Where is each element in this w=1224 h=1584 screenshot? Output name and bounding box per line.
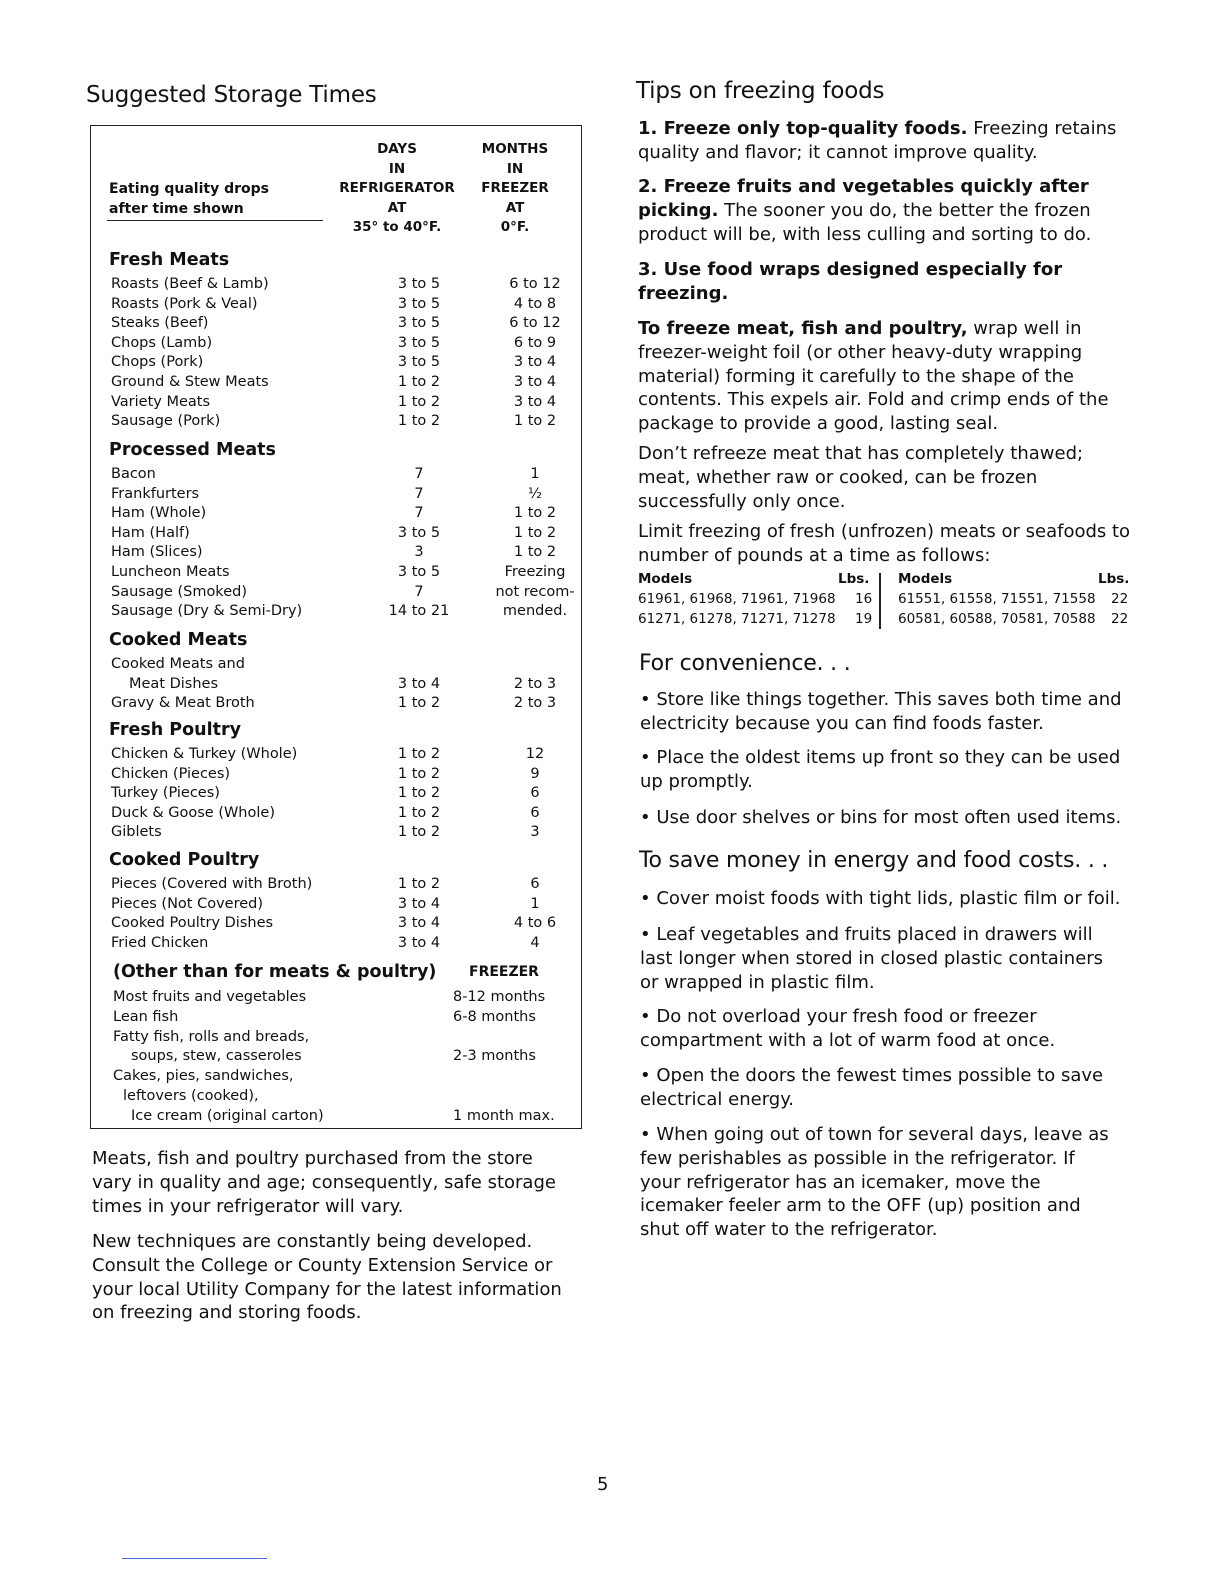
row-label: Gravy & Meat Broth [111, 695, 255, 712]
refrigerator-days: 3 to 5 [397, 334, 441, 351]
table-row [111, 354, 557, 374]
row-label: Roasts (Beef & Lamb) [111, 276, 269, 292]
freezer-months: 4 to 8 [513, 295, 557, 312]
section-title: Cooked Meats [109, 630, 248, 650]
table-row [111, 766, 551, 786]
row-label: Giblets [111, 824, 162, 841]
table-row [111, 564, 566, 584]
other-row-value: 6-8 months [453, 1008, 536, 1025]
convenience-title: For convenience. . . [639, 651, 851, 676]
lbs-header-right: Lbs. [1098, 571, 1130, 587]
refrigerator-days: 3 to 4 [397, 675, 441, 692]
table-row [111, 334, 557, 355]
save-item: • Cover moist foods with tight lids, plastic film or foil. [640, 888, 1121, 909]
table-row [111, 393, 557, 414]
table-row [111, 876, 551, 896]
tip-1: 1. Freeze only top-quality foods. Freezing retains quality and flavor; it cannot improve quality. [638, 118, 1117, 163]
row-label: Sausage (Pork) [111, 413, 221, 430]
models-header-right: Models [898, 571, 953, 587]
refrigerator-days: 1 to 2 [397, 824, 441, 841]
row-label: Pieces (Covered with Broth) [111, 876, 313, 892]
eating-quality-label: Eating quality drops [109, 181, 269, 197]
freezer-months: 3 to 4 [513, 374, 557, 390]
freezer-months: 6 [530, 804, 540, 821]
other-freezer-header: FREEZER [469, 964, 539, 980]
save-money-title: To save money in energy and food costs. . . [639, 848, 1109, 873]
row-label: Ground & Stew Meats [111, 374, 269, 390]
save-item: • Open the doors the fewest times possible to save electrical energy. [640, 1065, 1104, 1110]
other-row-label: Most fruits and vegetables [113, 989, 307, 1005]
row-label: Turkey (Pieces) [111, 785, 220, 802]
save-item: • When going out of town for several days, leave as few perishables as possible in the refrigerator. If your refrigerator has an icemaker, move the icemaker feeler arm to the OFF (up) position and shut off water to the refrigerator. [640, 1124, 1109, 1241]
refrigerator-days: 3 to 5 [397, 524, 441, 541]
refrigerator-days: 3 to 5 [397, 276, 441, 292]
table-row [111, 505, 557, 525]
row-label: Duck & Goose (Whole) [111, 804, 275, 821]
freezer-months: 1 to 2 [513, 544, 557, 561]
freezer-months: 3 to 4 [513, 393, 557, 410]
table-row [111, 695, 557, 715]
row-label: Chops (Pork) [111, 354, 204, 371]
other-row-label: Lean fish [113, 1008, 179, 1025]
convenience-item: • Use door shelves or bins for most often used items. [640, 807, 1122, 828]
row-label: Chicken & Turkey (Whole) [111, 746, 298, 762]
row-label: Pieces (Not Covered) [111, 895, 264, 912]
months-header: MONTHS IN FREEZER AT 0°F. [481, 141, 549, 236]
row-label: Chicken (Pieces) [111, 765, 231, 782]
refrigerator-days: 3 to 4 [397, 895, 441, 912]
section-title: Cooked Poultry [109, 850, 260, 870]
lbs-value: 22 [1111, 611, 1129, 627]
tip-4: To freeze meat, fish and poultry, wrap well in freezer-weight foil (or other heavy-duty wrapping material) forming it carefully to the shape of the contents. This expels air. Fold and crimp ends of the package to provide a good, lasting seal. [638, 318, 1109, 435]
refrigerator-days: 3 to 5 [397, 354, 441, 371]
other-row-value: 2-3 months [453, 1048, 536, 1065]
refrigerator-days: 7 [414, 505, 424, 522]
refrigerator-days: 1 to 2 [397, 374, 441, 390]
section-title: Fresh Meats [109, 250, 230, 270]
refrigerator-days: 1 to 2 [397, 393, 441, 410]
freezer-months: Freezing [504, 564, 566, 580]
row-label: Luncheon Meats [111, 564, 230, 580]
other-row-label: leftovers (cooked), [123, 1088, 259, 1104]
models-header-left: Models [638, 571, 693, 587]
row-label: Sausage (Smoked) [111, 583, 247, 600]
freezer-months: 6 to 12 [509, 276, 561, 292]
models-row: 61551, 61558, 71551, 71558 [898, 591, 1096, 607]
row-label: Ham (Half) [111, 524, 190, 541]
row-label: Meat Dishes [129, 675, 219, 692]
refrigerator-days: 3 to 5 [397, 315, 441, 332]
freezer-months: 9 [530, 765, 540, 782]
table-row [111, 824, 551, 844]
row-label: Sausage (Dry & Semi-Dry) [111, 603, 303, 620]
other-row-label: Ice cream (original carton) [131, 1107, 324, 1124]
freezer-months: 1 to 2 [513, 524, 557, 541]
lbs-header-left: Lbs. [838, 571, 870, 587]
table-row [111, 746, 551, 766]
table-row [111, 486, 551, 506]
table-row [111, 315, 561, 335]
row-label: Variety Meats [111, 393, 211, 410]
table-row [111, 785, 551, 805]
other-row-label: Fatty fish, rolls and breads, [113, 1028, 310, 1045]
row-label: Fried Chicken [111, 934, 209, 951]
freezer-months: 6 [530, 785, 540, 802]
row-label: Frankfurters [111, 485, 200, 502]
refrigerator-days: 1 to 2 [397, 804, 441, 821]
footer-rule [122, 1558, 267, 1559]
refrigerator-days: 1 to 2 [397, 746, 441, 762]
refrigerator-days: 1 to 2 [397, 876, 441, 892]
table-row [111, 466, 551, 486]
freezer-months: 1 to 2 [513, 413, 557, 430]
freezer-months: 12 [525, 746, 545, 762]
tip-5: Don’t refreeze meat that has completely thawed; meat, whether raw or cooked, can be frozen successfully only once. [638, 443, 1084, 512]
eating-quality-label-2: after time shown [109, 201, 244, 217]
table-row [111, 374, 557, 394]
header-underline [107, 220, 323, 221]
refrigerator-days: 3 [414, 544, 424, 561]
row-label: Steaks (Beef) [111, 315, 209, 332]
table-row [111, 524, 557, 545]
models-row: 60581, 60588, 70581, 70588 [898, 611, 1096, 627]
lbs-value: 19 [855, 611, 873, 627]
row-label: Cooked Poultry Dishes [111, 915, 274, 932]
convenience-item: • Place the oldest items up front so they can be used up promptly. [640, 747, 1121, 792]
refrigerator-days: 1 to 2 [397, 695, 441, 712]
other-row-label: Cakes, pies, sandwiches, [113, 1068, 294, 1085]
left-paragraph-1: Meats, fish and poultry purchased from the store vary in quality and age; consequently, safe storage times in your refrigerator will vary. [92, 1148, 556, 1217]
table-row [111, 544, 557, 564]
storage-times-title: Suggested Storage Times [86, 82, 377, 108]
freezer-months: 3 to 4 [513, 354, 557, 371]
freezer-months: 3 [530, 824, 540, 841]
left-paragraph-2: New techniques are constantly being developed. Consult the College or County Extension Service or your local Utility Company for the latest information on freezing and storing foods. [92, 1231, 562, 1324]
refrigerator-days: 3 to 4 [397, 915, 441, 932]
refrigerator-days: 1 to 2 [397, 765, 441, 782]
freezer-months: 4 [530, 934, 540, 951]
freezer-months: 2 to 3 [513, 695, 557, 712]
days-header: DAYS IN REFRIGERATOR AT 35° to 40°F. [339, 141, 455, 236]
row-label: Ham (Slices) [111, 544, 203, 561]
table-row [111, 656, 551, 676]
tip-3: 3. Use food wraps designed especially for freezing. [638, 259, 1063, 304]
table-row [111, 295, 557, 316]
table-row [111, 583, 575, 604]
row-label: Roasts (Pork & Veal) [111, 295, 258, 312]
section-title: Fresh Poultry [109, 720, 242, 740]
table-row [111, 675, 557, 696]
tip-2: 2. Freeze fruits and vegetables quickly after picking. The sooner you do, the better the frozen product will be, with less culling and sorting to do. [638, 176, 1092, 245]
freezer-months: mended. [502, 603, 568, 620]
freezer-months: 6 [530, 876, 540, 892]
row-label: Ham (Whole) [111, 505, 207, 522]
other-row-value: 1 month max. [453, 1107, 555, 1124]
refrigerator-days: 14 to 21 [388, 603, 450, 620]
row-label: Bacon [111, 466, 156, 482]
freezer-months: 6 to 12 [509, 315, 561, 332]
refrigerator-days: 1 to 2 [397, 785, 441, 802]
freezer-months: 1 to 2 [513, 505, 557, 522]
lbs-value: 22 [1111, 591, 1129, 607]
table-row [111, 413, 557, 433]
refrigerator-days: 3 to 4 [397, 934, 441, 951]
page-number: 5 [597, 1474, 609, 1495]
freezing-tips-title: Tips on freezing foods [636, 78, 885, 104]
save-item: • Leaf vegetables and fruits placed in drawers will last longer when stored in closed plastic containers or wrapped in plastic film. [640, 924, 1104, 993]
refrigerator-days: 7 [414, 466, 424, 482]
lbs-value: 16 [855, 591, 873, 607]
freezer-months: 1 [530, 895, 540, 912]
models-row: 61271, 61278, 71271, 71278 [638, 611, 836, 627]
table-row [111, 276, 561, 296]
tip-6: Limit freezing of fresh (unfrozen) meats or seafoods to number of pounds at a time as follows: [638, 521, 1131, 566]
freezer-months: 1 [530, 466, 540, 482]
other-row-value: 8-12 months [453, 989, 546, 1005]
refrigerator-days: 3 to 5 [397, 295, 441, 312]
table-row [111, 896, 551, 916]
other-section-title: (Other than for meats & poultry) [113, 962, 437, 982]
freezer-months: not recom- [495, 583, 575, 600]
models-row: 61961, 61968, 71961, 71968 [638, 591, 836, 607]
table-row [111, 805, 551, 825]
refrigerator-days: 3 to 5 [397, 564, 441, 580]
refrigerator-days: 7 [414, 583, 424, 600]
storage-times-table [90, 125, 582, 1129]
other-row-label: soups, stew, casseroles [131, 1048, 302, 1065]
table-row [111, 935, 551, 955]
section-title: Processed Meats [109, 440, 276, 460]
models-divider [879, 573, 881, 629]
refrigerator-days: 1 to 2 [397, 413, 441, 430]
freezer-months: 6 to 9 [513, 334, 557, 351]
convenience-item: • Store like things together. This saves both time and electricity because you can find foods faster. [640, 689, 1122, 734]
refrigerator-days: 7 [414, 485, 424, 502]
table-row [111, 915, 557, 935]
row-label: Cooked Meats and [111, 656, 245, 672]
row-label: Chops (Lamb) [111, 334, 213, 351]
freezer-months: 4 to 6 [513, 915, 557, 932]
save-item: • Do not overload your fresh food or freezer compartment with a lot of warm food at once. [640, 1006, 1056, 1051]
table-row [111, 603, 568, 623]
freezer-months: 2 to 3 [513, 675, 557, 692]
freezer-months: ½ [527, 485, 543, 502]
